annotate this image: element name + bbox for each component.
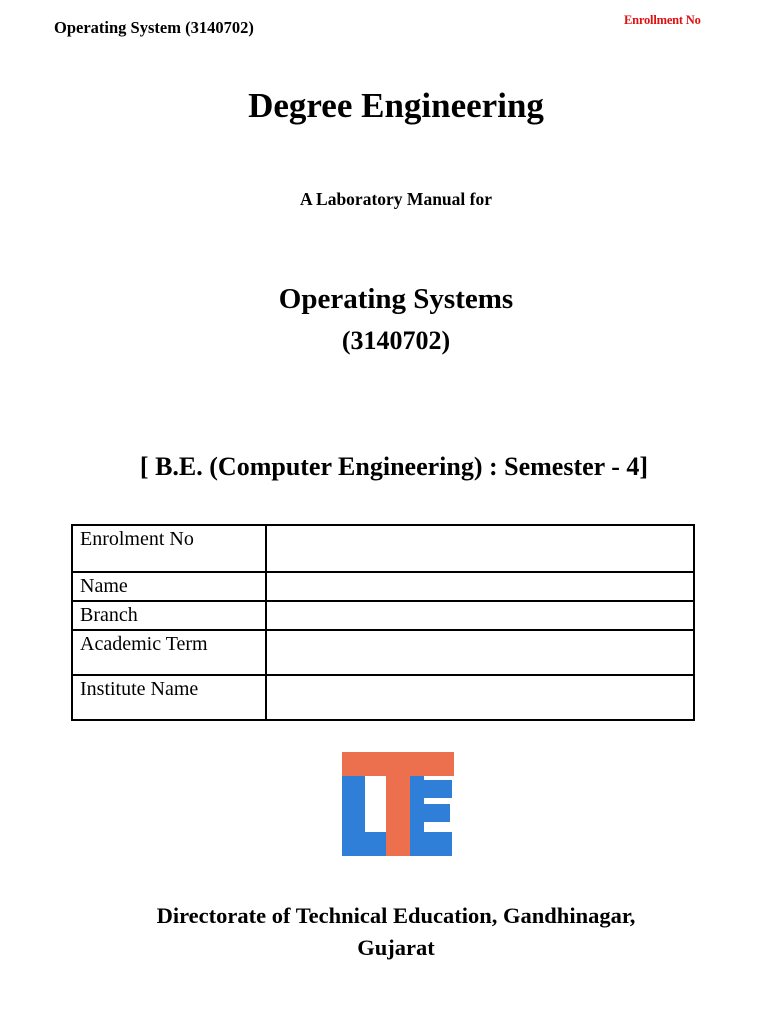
enrolment-no-label: Enrolment No <box>72 525 266 572</box>
table-row <box>72 630 694 675</box>
running-header: Operating System (3140702) <box>54 18 254 37</box>
logo-e-bottom <box>410 832 452 856</box>
page-title: Degree Engineering <box>248 86 544 125</box>
table-row <box>72 601 694 630</box>
academic-term-field[interactable] <box>266 630 694 675</box>
footer-line-1: Directorate of Technical Education, Gandhinagar, <box>156 903 636 928</box>
enrollment-no-label: Enrollment No <box>624 13 701 27</box>
table-row <box>72 525 694 572</box>
institute-name-field[interactable] <box>266 675 694 720</box>
program-semester: [ B.E. (Computer Engineering) : Semester - 4] <box>139 452 649 481</box>
logo-d-bottom <box>342 832 386 856</box>
logo-e-middle <box>410 804 450 822</box>
manual-subtitle: A Laboratory Manual for <box>299 189 492 209</box>
institute-name-label: Institute Name <box>72 675 266 720</box>
student-info-table <box>71 524 695 721</box>
logo-t-stem <box>386 752 410 856</box>
subject-code: (3140702) <box>341 326 451 355</box>
subject-title: Operating Systems <box>278 283 514 315</box>
enrolment-no-field[interactable] <box>266 525 694 572</box>
academic-term-label: Academic Term <box>72 630 266 675</box>
footer-line-2: Gujarat <box>357 935 435 960</box>
name-field[interactable] <box>266 572 694 601</box>
table-row <box>72 572 694 601</box>
branch-label: Branch <box>72 601 266 630</box>
dte-logo-icon <box>342 752 454 858</box>
branch-field[interactable] <box>266 601 694 630</box>
name-label: Name <box>72 572 266 601</box>
table-row <box>72 675 694 720</box>
logo-e-top <box>410 780 452 798</box>
